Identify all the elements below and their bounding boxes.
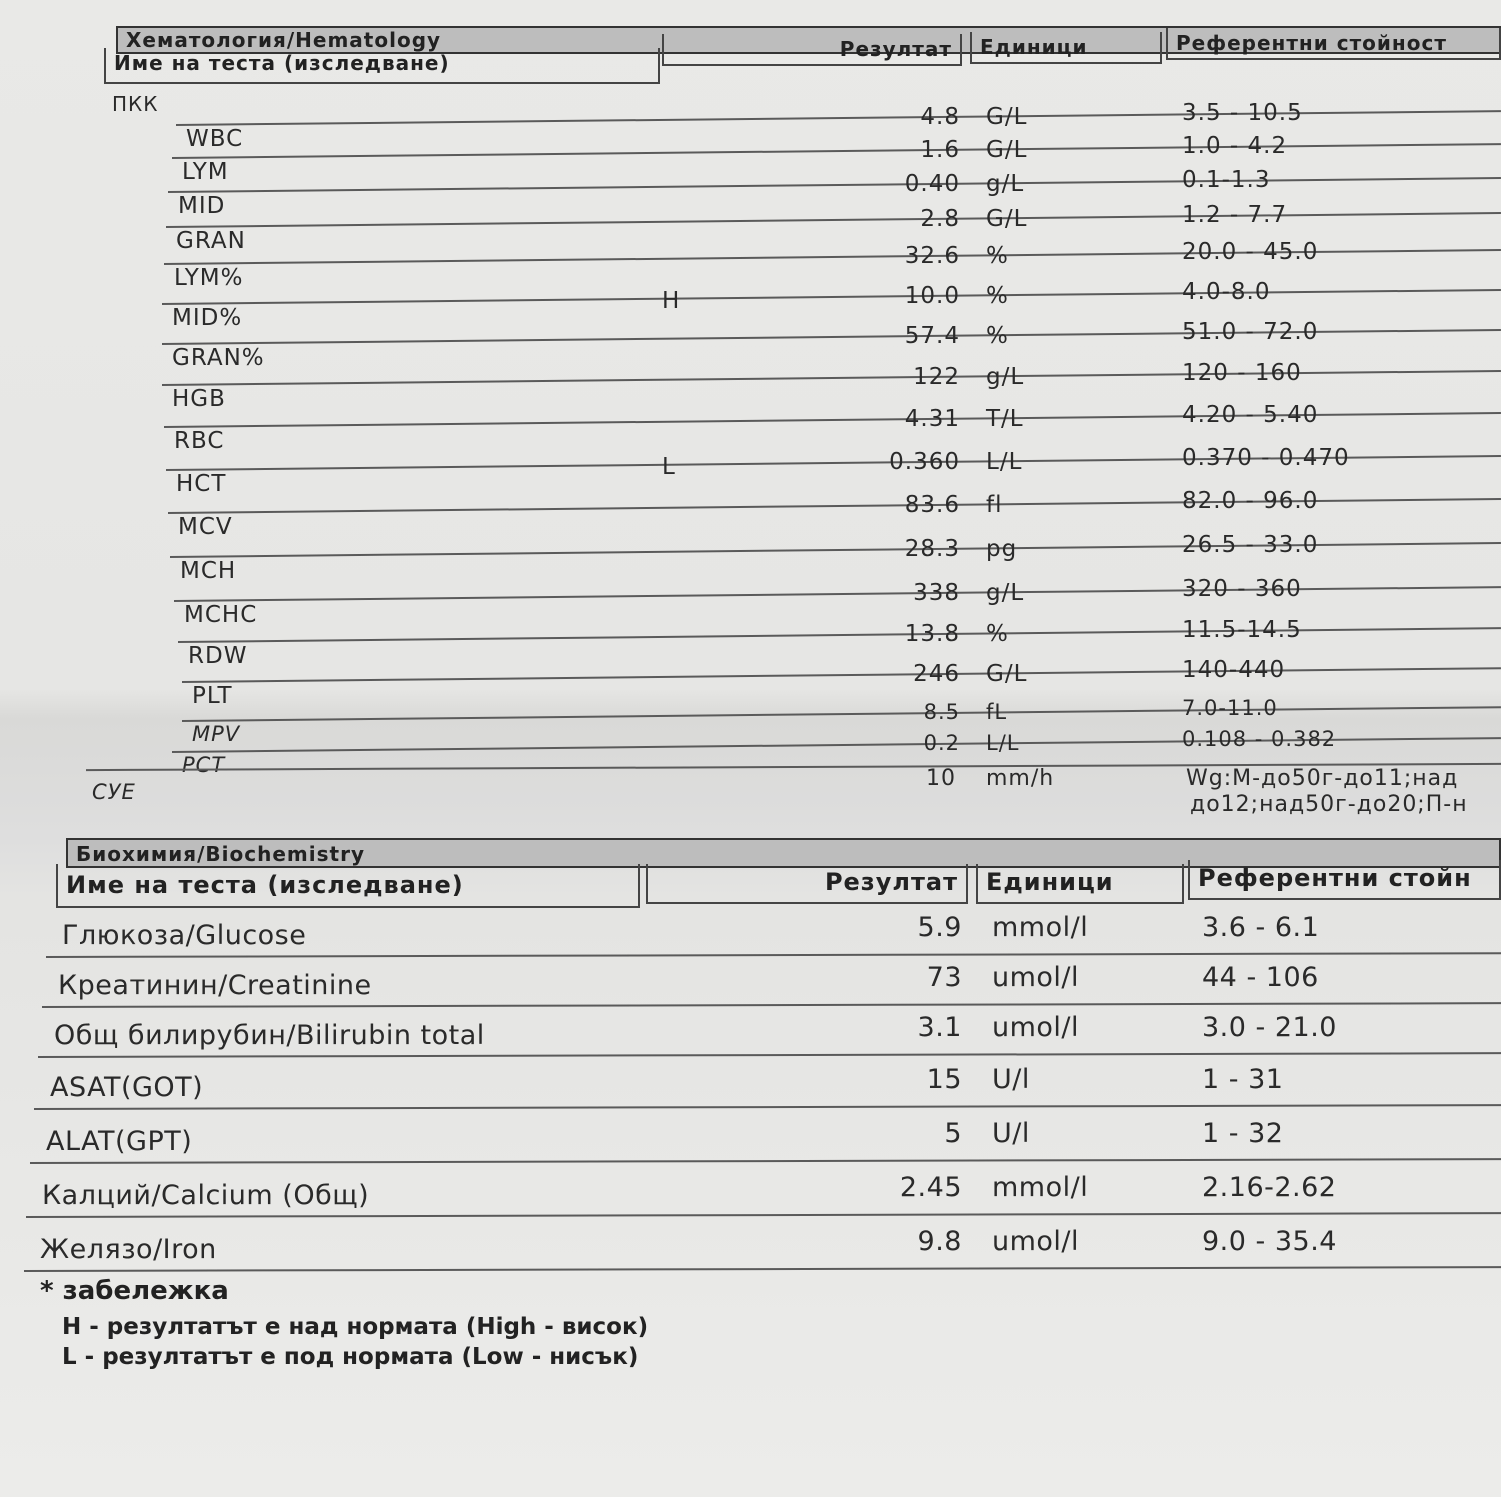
hematology-reference: 20.0 - 45.0: [1182, 239, 1319, 265]
hematology-reference: 0.108 - 0.382: [1182, 727, 1337, 751]
biochemistry-test-name: Желязо/Iron: [40, 1234, 217, 1265]
hematology-result: 2.8: [920, 206, 960, 232]
biochemistry-unit: mmol/l: [992, 1172, 1089, 1203]
hematology-reference: 1.0 - 4.2: [1182, 133, 1288, 159]
hematology-unit: G/L: [986, 104, 1028, 130]
hematology-group-label: ПКК: [112, 92, 159, 116]
biochemistry-unit: umol/l: [992, 1226, 1080, 1257]
hematology-unit: fL: [986, 700, 1008, 724]
esr-reference-line1: Wg:М-до50г-до11;над: [1186, 766, 1459, 791]
notes-high: H - резултатът е над нормата (High - висок): [62, 1314, 649, 1340]
hematology-unit: %: [986, 283, 1009, 309]
hematology-result: 57.4: [904, 323, 960, 349]
hematology-test-name: MID: [178, 193, 226, 219]
hematology-result: 8.5: [923, 700, 960, 724]
hematology-result: 28.3: [904, 536, 960, 562]
hematology-reference: 140-440: [1182, 657, 1286, 683]
biochemistry-test-name: ASAT(GOT): [50, 1072, 204, 1103]
biochemistry-result: 73: [926, 962, 962, 993]
hematology-test-name: RDW: [188, 643, 248, 669]
hematology-unit: L/L: [986, 731, 1020, 755]
hematology-result: 338: [913, 580, 960, 606]
hematology-test-name: HCT: [176, 471, 227, 497]
hematology-test-name: WBC: [186, 126, 244, 152]
hematology-header-name: Име на теста (изследване): [104, 48, 660, 84]
biochemistry-unit: U/l: [992, 1064, 1030, 1095]
hematology-result: 1.6: [920, 137, 960, 163]
biochemistry-header-reference: Референтни стойн: [1188, 860, 1501, 900]
hematology-result: 0.2: [923, 731, 960, 755]
hematology-test-name: RBC: [174, 428, 225, 454]
hematology-result: 13.8: [904, 621, 960, 647]
biochemistry-result: 5: [944, 1118, 962, 1149]
biochemistry-result: 5.9: [917, 912, 962, 943]
biochemistry-reference: 9.0 - 35.4: [1202, 1226, 1337, 1257]
hematology-reference: 1.2 - 7.7: [1182, 202, 1288, 228]
hematology-reference: 0.1-1.3: [1182, 167, 1271, 193]
biochemistry-result: 9.8: [917, 1226, 962, 1257]
hematology-unit: G/L: [986, 661, 1028, 687]
hematology-result: 122: [913, 364, 960, 390]
biochemistry-test-name: Общ билирубин/Bilirubin total: [54, 1020, 485, 1051]
biochemistry-reference: 44 - 106: [1202, 962, 1319, 993]
hematology-flag: H: [662, 288, 681, 314]
hematology-result: 0.40: [904, 171, 960, 197]
biochemistry-row-separator: [38, 1052, 1501, 1058]
hematology-test-name: MID%: [172, 305, 243, 331]
notes-title: * забележка: [40, 1276, 229, 1306]
hematology-reference: 11.5-14.5: [1182, 617, 1302, 643]
esr-unit: mm/h: [986, 766, 1055, 791]
hematology-reference: 7.0-11.0: [1182, 696, 1278, 720]
notes-low: L - резултатът е под нормата (Low - нисък): [62, 1344, 639, 1370]
biochemistry-reference: 2.16-2.62: [1202, 1172, 1337, 1203]
hematology-unit: g/L: [986, 171, 1025, 197]
hematology-unit: g/L: [986, 364, 1025, 390]
biochemistry-row-separator: [26, 1212, 1501, 1218]
hematology-reference: 82.0 - 96.0: [1182, 488, 1319, 514]
biochemistry-reference: 3.0 - 21.0: [1202, 1012, 1337, 1043]
hematology-result: 10.0: [904, 283, 960, 309]
hematology-header-result: Резултат: [662, 34, 962, 66]
biochemistry-header-result: Резултат: [646, 864, 968, 904]
hematology-test-name: MCV: [178, 514, 233, 540]
hematology-unit: G/L: [986, 206, 1028, 232]
hematology-test-name: MCH: [180, 558, 237, 584]
hematology-reference: 0.370 - 0.470: [1182, 445, 1350, 471]
biochemistry-test-name: Калций/Calcium (Общ): [42, 1180, 370, 1211]
biochemistry-unit: umol/l: [992, 962, 1080, 993]
biochemistry-section-title: Биохимия/Biochemistry: [66, 838, 1501, 868]
biochemistry-result: 3.1: [917, 1012, 962, 1043]
hematology-unit: g/L: [986, 580, 1025, 606]
hematology-unit: %: [986, 243, 1009, 269]
biochemistry-row-separator: [46, 952, 1501, 958]
hematology-unit: %: [986, 323, 1009, 349]
hematology-unit: G/L: [986, 137, 1028, 163]
hematology-header-reference: Референтни стойност: [1166, 28, 1501, 60]
biochemistry-row-separator: [34, 1104, 1501, 1110]
hematology-reference: 4.0-8.0: [1182, 279, 1271, 305]
hematology-test-name: PCT: [182, 753, 226, 777]
biochemistry-reference: 1 - 32: [1202, 1118, 1284, 1149]
biochemistry-unit: U/l: [992, 1118, 1030, 1149]
biochemistry-test-name: Глюкоза/Glucose: [62, 920, 307, 951]
biochemistry-reference: 1 - 31: [1202, 1064, 1284, 1095]
hematology-result: 246: [913, 661, 960, 687]
biochemistry-unit: mmol/l: [992, 912, 1089, 943]
hematology-reference: 120 - 160: [1182, 360, 1302, 386]
hematology-test-name: GRAN%: [172, 345, 265, 371]
biochemistry-unit: umol/l: [992, 1012, 1080, 1043]
hematology-test-name: HGB: [172, 386, 226, 412]
biochemistry-result: 15: [926, 1064, 962, 1095]
hematology-unit: fl: [986, 492, 1003, 518]
biochemistry-row-separator: [42, 1002, 1501, 1008]
biochemistry-row-separator: [24, 1266, 1501, 1272]
hematology-result: 83.6: [904, 492, 960, 518]
biochemistry-header-name: Име на теста (изследване): [56, 864, 640, 908]
hematology-unit: pg: [986, 536, 1018, 562]
biochemistry-row-separator: [30, 1158, 1501, 1164]
hematology-reference: 51.0 - 72.0: [1182, 319, 1319, 345]
biochemistry-test-name: Креатинин/Creatinine: [58, 970, 372, 1001]
biochemistry-reference: 3.6 - 6.1: [1202, 912, 1320, 943]
hematology-reference: 3.5 - 10.5: [1182, 100, 1303, 126]
hematology-unit: L/L: [986, 449, 1023, 475]
hematology-flag: L: [662, 454, 676, 480]
hematology-result: 32.6: [904, 243, 960, 269]
hematology-test-name: LYM%: [174, 265, 244, 291]
hematology-test-name: MPV: [192, 722, 241, 746]
hematology-test-name: MCHC: [184, 602, 258, 628]
hematology-reference: 320 - 360: [1182, 576, 1302, 602]
biochemistry-result: 2.45: [899, 1172, 962, 1203]
esr-name: СУЕ: [92, 780, 136, 804]
hematology-reference: 26.5 - 33.0: [1182, 532, 1319, 558]
hematology-unit: T/L: [986, 406, 1024, 432]
biochemistry-header-units: Единици: [976, 864, 1184, 904]
hematology-result: 4.31: [904, 406, 960, 432]
hematology-test-name: LYM: [182, 159, 229, 185]
hematology-unit: %: [986, 621, 1009, 647]
hematology-header-units: Единици: [970, 32, 1162, 64]
hematology-result: 0.360: [889, 449, 960, 475]
hematology-section-title: Хематология/Hematology: [116, 26, 1501, 54]
hematology-reference: 4.20 - 5.40: [1182, 402, 1319, 428]
esr-reference-line2: до12;над50г-до20;П-н: [1190, 792, 1468, 817]
biochemistry-test-name: ALAT(GPT): [46, 1126, 193, 1157]
hematology-test-name: GRAN: [176, 228, 246, 254]
esr-result: 10: [926, 766, 956, 791]
hematology-test-name: PLT: [192, 683, 233, 709]
hematology-result: 4.8: [920, 104, 960, 130]
